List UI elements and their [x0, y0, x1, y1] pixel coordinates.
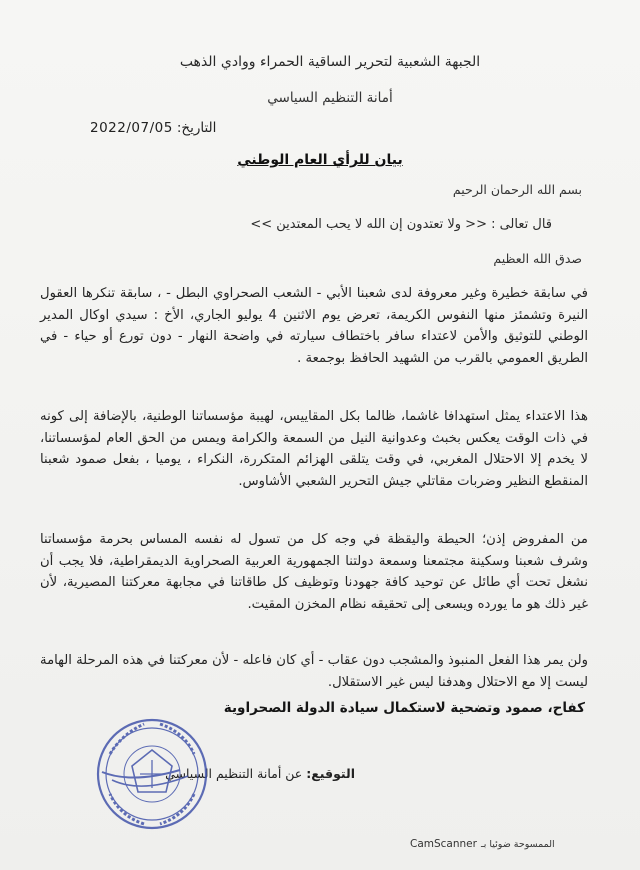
quran-verse: قال تعالى : << ولا تعتدون إن الله لا يحب المعتدين >> [250, 217, 552, 232]
secretariat-name: أمانة التنظيم السياسي [267, 90, 393, 106]
scanner-note: الممسوحة ضوئيا بـ [480, 839, 555, 850]
paragraph-3: من المفروض إذن؛ الحيطة واليقظة في وجه كل من تسول له نفسه المساس بحرمة مؤسساتنا وشرف شعبنا وسكينة مجتمعنا وسمعة دولتنا الجمهورية العربية الصحراوية الديمقراطية، فلا يجب أن نشغل تحت أي طائل عن توحيد كافة جهودنا وتوظيف كل طاقاتنا في مجابهة معركتنا المصيرية، لأن غير ذلك هو ما يورده ويسعى إلى تحقيقه نظام المخزن المقيت. [40, 532, 588, 612]
scanner-brand: CamScanner [410, 838, 477, 850]
date-row [90, 120, 290, 136]
closing-slogan: كفاح، صمود وتضحية لاستكمال سيادة الدولة الصحراوية [223, 700, 585, 716]
date-value: 2022/07/05 [90, 120, 173, 136]
official-stamp-icon [92, 714, 212, 834]
date-label: التاريخ: [176, 120, 217, 136]
signature-value: عن أمانة التنظيم السياسي [165, 766, 303, 781]
paragraph-2: هذا الاعتداء يمثل استهدافا غاشما، ظالما بكل المقاييس، لهيبة مؤسساتنا الوطنية، بالإضافة إلى كونه في ذات الوقت يعكس بخبث وعدوانية النيل من السمعة والكرامة ويمس من الحق العام لمؤسساتنا، لا يخدم إلا الاحتلال المغربي، في وقت يتلقى الهزائم المتكررة، النكراء ، يوميا ، بفعل صمود شعبنا المنقطع النظير وضربات مقاتلي جيش التحرير الشعبي الأشاوس. [40, 409, 588, 489]
verse-closing: صدق الله العظيم [493, 251, 582, 266]
organization-name: الجبهة الشعبية لتحرير الساقية الحمراء ووادي الذهب [179, 54, 481, 70]
basmala: بسم الله الرحمان الرحيم [452, 182, 582, 197]
scanner-footer [410, 838, 610, 850]
paragraph-1: في سابقة خطيرة وغير معروفة لدى شعبنا الأبي - الشعب الصحراوي البطل - ، سابقة تنكرها العقول النيرة وتشمئز منها النفوس الكريمة، تعرض يوم الاثنين 4 يوليو الجاري، الأخ : سيدي اوكال المدير الوطني للتوثيق والأمن لاعتداء سافر باختطاف سيارته في واضحة النهار - دون تورع أو حياء - في الطريق العمومي بالقرب من الشهيد الحافظ بوجمعة . [40, 286, 589, 366]
paragraph-4: ولن يمر هذا الفعل المنبوذ والمشجب دون عقاب - أي كان فاعله - لأن معركتنا في هذه المرحلة الهامة ليست إلا مع الاحتلال وهدفنا ليس غير الاستقلال. [40, 653, 588, 690]
document-title: بيان للرأي العام الوطني [237, 152, 403, 168]
signature-label: التوقيع: [306, 766, 355, 781]
